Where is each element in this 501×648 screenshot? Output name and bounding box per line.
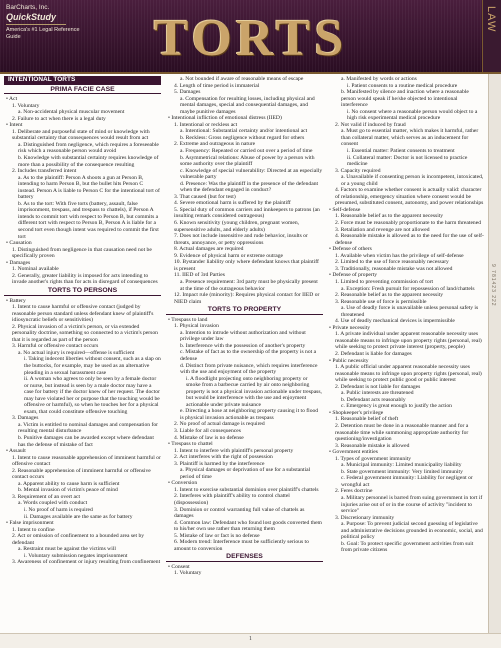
outline-item: 3. Harmful or offensive contact occurs: [12, 343, 99, 350]
outline-item: 2. Extreme and outrageous in nature: [174, 141, 256, 148]
outline-item: 1. Intent to cause reasonable apprehension of imminent harmful or offensive contact: [12, 454, 161, 468]
outline-item: 9. Evidence of physical harm or extreme outrage: [174, 252, 284, 259]
outline-item: • Shopkeeper's privilege: [329, 409, 384, 416]
header: [0, 0, 501, 74]
outline-item: 3. Reasonable mistake is allowed: [335, 442, 410, 449]
outline-item: b. Manifested by silence and inaction where a reasonable person would speak if he/she objected to intentional interference: [341, 89, 469, 109]
brand-tagline: America's #1 Legal Reference Guide: [6, 27, 80, 40]
outline-item: 2. Defendant is liable for damages: [335, 350, 412, 357]
outline-item: a. Victim is entitled to nominal damages and compensation for resulting mental disturbance: [18, 421, 158, 435]
outline-item: a. Unavailable if consenting person is incompetent, intoxicated, or a young child: [341, 174, 484, 187]
outline-item: 4. Severe emotional harm is suffered by the plaintiff: [174, 200, 291, 207]
content-area: [4, 76, 484, 632]
outline-item: a. Words coupled with conduct: [18, 500, 88, 507]
outline-item: a. Manifested by words or actions: [341, 76, 417, 82]
section-banner: INTENTIONAL TORTS: [4, 76, 161, 85]
outline-item: a. Distinguished from negligence, which requires a foreseeable risk which a reasonable person would avoid: [18, 141, 159, 155]
outline-item: 2. Force must be reasonably proportionate to the harm threatened: [335, 220, 482, 227]
section-heading: PRIMA FACIE CASE: [4, 87, 161, 95]
page-title: TORTS: [153, 10, 348, 67]
outline-item: 1. Intent to cause harmful or offensive contact (judged by reasonable person standard unless defendant knew of plaintiff's idiosyncratic beliefs or sensitivities): [12, 304, 154, 324]
law-tab-label: LAW: [485, 6, 497, 33]
outline-item: 12. Impact rule (minority): Requires physical contact for IIED or NIED claim: [174, 292, 320, 305]
outline-item: 2. Act interferes with the right of possession: [174, 454, 273, 461]
outline-item: 4. Common law: Defendant who found lost goods converted them to his/her own use rather than returning them: [174, 519, 322, 533]
outline-item: ii. Damages available are the same as for battery: [24, 513, 133, 520]
outline-item: • Defense of property: [329, 272, 378, 279]
outline-item: 2. Includes transferred intent: [12, 168, 77, 175]
outline-item: 2. Failure to act when there is a legal duty: [12, 115, 106, 122]
outline-item: b. Mental invasion of victim's peace of mind: [18, 487, 118, 494]
footer: [0, 633, 501, 648]
outline-item: 1. A public official under apparent reasonable necessity uses reasonable means to infringe upon property rights (personal, real) while seeking to protect public good or public interest: [335, 364, 482, 384]
outline-item: 1. Voluntary: [174, 570, 202, 577]
column-2: [166, 76, 323, 577]
outline-item: b. Defendant acts reasonably: [341, 396, 406, 403]
outline-item: ii. A woman who agrees to only be seen by a female doctor or nurse, but instead is seen by a male doctor may have a case for battery if the doctor knew of her request. The doctor may have violated her or purpose that the touching would be offensive or harmful), so when he touches her for a physical exam, that could constitute offensive touching: [24, 376, 160, 415]
outline-item: b. Interference with the possession of another's property: [180, 342, 306, 349]
outline-item: e. Directing a hose at neighboring property causing it to flood is physical invasion actionable as trespass: [180, 408, 319, 421]
outline-item: 8. Actual damages are required: [174, 246, 244, 253]
outline-item: 5. Mistake of law or fact is no defense: [174, 532, 260, 539]
outline-item: 1. Voluntary: [12, 102, 40, 109]
outline-item: • Assault: [6, 448, 26, 455]
page-number: 1: [249, 636, 252, 642]
outline-item: 1. A private individual under apparent reasonable necessity uses reasonable means to infringe upon property rights (personal, real) while seeking to protect private interest (property, people): [335, 331, 482, 351]
outline-item: 11. IIED of 3rd Parties: [174, 272, 225, 279]
outline-item: • Act: [6, 96, 18, 103]
outline-item: i. A floodlight projecting onto neighboring property or smoke from a barbecue carried by air onto neighboring property is not a physical invasion actionable under trespass, but would be interference with the use and enjoyment actionable under private nuisance: [186, 375, 322, 408]
outline-item: 3. Damages: [12, 415, 39, 422]
outline-item: i. Patient consents to a routine medical procedure: [347, 82, 458, 89]
outline-item: a. Must go to essential matter, which makes it harmful, rather than collateral matter, which serves as an inducement for consent: [341, 128, 479, 148]
outline-item: • Defense of others: [329, 246, 372, 253]
outline-item: 2. Generally, greater liability is imposed for acts intending to invade another's rights than for acts in disregard of consequences: [12, 272, 158, 286]
outline-item: 2. Reasonable apprehension of imminent harmful or offensive contact occurs: [12, 467, 151, 481]
outline-item: 6. Known sensitivity (young children, pregnant women, supersensitive adults, and elderly adults): [174, 220, 300, 233]
section-heading: TORTS TO PERSONS: [4, 288, 161, 296]
outline-item: ii. Collateral matter: Doctor is not licensed to practice medicine: [347, 154, 468, 168]
column-3: [327, 76, 484, 554]
outline-item: • Trespass to land: [168, 316, 208, 323]
outline-item: 3. Requirement of an overt act: [12, 493, 81, 500]
outline-item: 1. Reasonable belief as to the apparent necessity: [335, 213, 444, 220]
outline-item: 4. Use of deadly mechanical devices is impermissible: [335, 318, 455, 325]
outline-item: 3. Dominion or control warranting full value of chattels as damages: [174, 506, 305, 520]
outline-item: 1. Intent to interfere with plaintiff's personal property: [174, 447, 294, 454]
outline-item: 2. Limited to the use of force reasonably necessary: [335, 259, 449, 266]
outline-item: b. Punitive damages can be awarded except where defendant has the defense of mistake of fact: [18, 434, 154, 448]
outline-item: 3. Traditionally, reasonable mistake was not allowed: [335, 265, 453, 272]
outline-item: 2. Physical invasion of a victim's person, or via extended personality doctrine, something so connected to a victim's person that it is regarded as part of the person: [12, 323, 158, 343]
outline-item: 2. Defendant is not liable for damages: [335, 383, 421, 390]
outline-item: 3. Plaintiff is harmed by the interference: [174, 460, 265, 467]
outline-item: 2. Act or omission of confinement to a bounded area set by defendant: [12, 533, 145, 546]
outline-item: a. Public interests are threatened: [341, 390, 414, 397]
outline-item: 1. Physical invasion: [174, 323, 219, 330]
outline-item: d. Distinct from private nuisance, which requires interference with the use and enjoyment of the property: [180, 362, 318, 376]
outline-item: a. Frequency: Repeated or carried out over a period of time: [180, 148, 313, 155]
outline-item: 4. Factors to examine whether consent is actually valid: character of relationship, emergency situation where consent would be presumed, substituted consent, autonomy, and power relationships: [335, 187, 484, 207]
outline-item: 2. Reasonable belief as to the apparent necessity: [335, 292, 444, 299]
outline-item: a. Not bounded if aware of reasonable means of escape: [180, 76, 304, 82]
outline-item: i. No proof of harm is required: [24, 507, 93, 513]
outline-item: i. Essential matter: Patient consents to treatment: [347, 148, 455, 155]
outline-item: 1. Intentional or reckless act: [174, 121, 238, 128]
section-heading: TORTS TO PROPERTY: [166, 307, 323, 315]
outline-item: 1. Available when victim has the privilege of self-defense: [335, 252, 464, 259]
outline-item: 5. Damages: [174, 89, 201, 96]
outline-item: a. Municipal immunity: Limited municipality liability: [341, 462, 462, 469]
side-strip-text: 9 781423 222: [490, 264, 496, 307]
outline-item: a. Non-accidental physical muscular movement: [18, 109, 125, 116]
outline-item: • Damages: [6, 259, 31, 266]
outline-item: 2. Detention must be done in a reasonable manner and for a reasonable time while summoning appropriate authority for questioning/investigation: [335, 422, 469, 443]
outline-item: 1. Reasonable belief of theft: [335, 416, 399, 423]
outline-item: • Private necessity: [329, 324, 371, 331]
outline-item: b. Asymmetrical relations: Abuse of power by a person with some authority over the plaintiff: [180, 154, 315, 168]
outline-item: 1. Intent to exercise substantial dominion over plaintiff's chattels: [174, 486, 319, 493]
outline-item: 3. Retaliation and revenge are not allowed: [335, 226, 430, 233]
outline-item: a. Purpose: To prevent judicial second guessing of legislative and administrative decisions grounded in economic, social, and political policy: [341, 521, 483, 541]
outline-item: • False imprisonment: [6, 520, 54, 527]
outline-item: b. As to the tort: With five torts (battery, assault, false imprisonment, trespass, and trespass to chattels), if Person A intends to commit tort with respect to Person B, but commits a different tort with respect to Person B, Person A is liable for a second tort even though intent was required to commit the first tort: [18, 200, 159, 240]
outline-item: • Intent: [6, 122, 23, 129]
outline-item: 2. Feres doctrine: [335, 488, 373, 495]
outline-item: 1. Limited to preventing commission of tort: [335, 278, 434, 285]
outline-item: • Battery: [6, 297, 26, 304]
outline-item: a. Military personnel is barred from suing government in tort if injuries arise out of or in the course of activity "incident to service": [341, 495, 483, 515]
outline-item: a. No actual injury is required—offense is sufficient: [18, 349, 135, 356]
outline-item: • Conversion: [168, 480, 198, 487]
outline-item: 2. No proof of actual damage is required: [174, 421, 265, 428]
outline-item: 1. Intent to confine: [12, 526, 55, 533]
outline-item: 2. Not valid if induced by fraud: [335, 121, 406, 128]
outline-item: • Consent: [168, 563, 190, 570]
outline-item: 3. That caused (but for test): [174, 193, 236, 200]
outline-item: b. Reckless: Gross negligence without regard for others: [180, 134, 305, 141]
law-tab: [482, 0, 501, 72]
outline-item: a. Use of deadly force is unavailable unless personal safety is threatened: [341, 305, 479, 318]
outline-item: 1. Types of government immunity: [335, 455, 412, 462]
outline-item: 4. Reasonable mistake is allowed as to the need for the use of self-defense: [335, 233, 484, 246]
outline-item: d. Presence: Was the plaintiff in the presence of the defendant when the defendant engaged in conduct?: [180, 180, 319, 194]
side-strip: [488, 74, 501, 634]
brand-name: BarCharts, Inc.: [6, 4, 50, 11]
outline-item: 3. Liable for all consequences: [174, 427, 241, 434]
outline-item: a. Presence requirement: 3rd party must be physically present at the time of the outrageous behavior: [180, 278, 318, 292]
outline-item: 1. Distinguished from negligence in that causation need not be specifically proven: [12, 246, 152, 260]
outline-item: c. Emergency is great enough to justify the action: [341, 403, 452, 410]
outline-item: a. Intentional: Substantial certainty and/or intentional act: [180, 128, 308, 135]
outline-item: a. Exception: Fresh pursuit for repossession of land/chattels: [341, 285, 475, 292]
outline-item: c. Mistake of fact as to the ownership of the property is not a defense: [180, 349, 317, 362]
outline-item: b. Goal: To protect specific government activities from suit from private citizens: [341, 540, 474, 554]
outline-item: a. Restraint must be against the victims will: [18, 546, 116, 553]
outline-item: a. Compensation for resulting losses, including physical and mental damages, special and consequential damages, and maybe punitive damages: [180, 95, 315, 115]
section-heading: DEFENSES: [166, 554, 323, 562]
outline-item: 5. Special duty of common carriers and innkeepers to patrons (an insulting remark considered outrageous): [174, 206, 320, 220]
outline-item: • Government entities: [329, 449, 378, 456]
outline-item: 10. Bystander liability only where defendant knows that plaintiff is present: [174, 259, 319, 272]
outline-item: c. Federal government immunity: Liability for negligent or wrongful act: [341, 475, 473, 488]
outline-item: i. Voluntary submission negates imprisonment: [24, 552, 128, 559]
outline-item: a. Intention to intrude without authorization and without privilege under law: [180, 329, 306, 343]
outline-item: b. State government immunity: Very limited immunity: [341, 468, 463, 475]
outline-item: • Public necessity: [329, 357, 369, 364]
outline-item: 3. Reasonable use of force is permissible: [335, 298, 427, 305]
outline-item: 4. Mistake of law is no defense: [174, 434, 244, 441]
outline-item: a. As to the plaintiff: Person A shoots a gun at Person B, intending to harm Person B, but the bullet hits Person C instead. Person A is liable to Person C for the intentional tort of battery: [18, 174, 160, 201]
outline-item: 3. Capacity required: [335, 167, 381, 174]
outline-item: 3. Discretionary immunity: [335, 514, 395, 521]
outline-item: • Causation: [6, 240, 32, 247]
outline-item: 1. Nominal available: [12, 266, 59, 273]
column-1: [4, 76, 161, 566]
outline-item: 7. Does not include insensitive and rude behavior, insults or threats, annoyance, or petty oppressions: [174, 233, 308, 246]
outline-item: a. Apparent ability to cause harm is sufficient: [18, 480, 120, 487]
outline-item: • Trespass to chattel: [168, 441, 213, 448]
outline-item: 6. Modern trend: Interference must be sufficiently serious to amount to conversion: [174, 539, 309, 552]
outline-item: 3. Awareness of confinement or injury resulting from confinement: [12, 559, 161, 566]
brand-product: QuickStudy: [6, 12, 57, 22]
outline-item: 4. Length of time period is immaterial: [174, 82, 260, 89]
outline-item: c. Knowledge of special vulnerability: Directed at an especially vulnerable party: [180, 167, 323, 181]
outline-item: i. Taking indecent liberties without consent, such as a slap on the buttocks, for example, may be used as an alternative pleading in a sexual harassment case: [24, 356, 161, 376]
outline-item: a. Physical damages or deprivation of use for a substantial period of time: [180, 467, 311, 480]
outline-item: b. Knowledge with substantial certainty requires knowledge of more than a possibility of the consequence resulting: [18, 155, 159, 168]
outline-item: i. No consent where a reasonable person would object to a high risk experimental medical procedure: [347, 108, 478, 122]
outline-item: • Self-defense: [329, 206, 361, 213]
outline-item: 2. Interferes with plaintiff's ability to control chattel (dispossession): [174, 493, 290, 506]
outline-item: 1. Deliberate and purposeful state of mind or knowledge with substantial certainty that consequences would result from act: [12, 128, 150, 142]
outline-item: • Intentional infliction of emotional distress (IIED): [168, 115, 282, 122]
